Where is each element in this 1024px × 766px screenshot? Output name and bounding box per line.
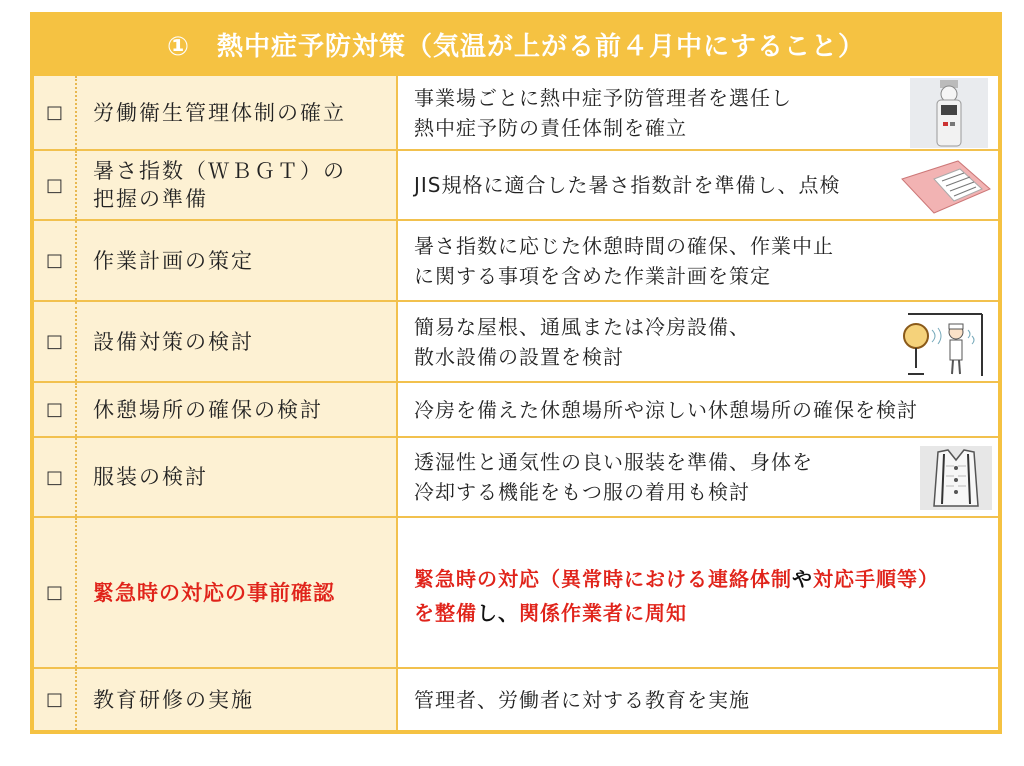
item-label [77,151,398,219]
row-checkbox[interactable]: □ [34,518,77,667]
description-line: 散水設備の設置を検討 [414,344,624,369]
description-line: 管理者、労働者に対する教育を実施 [414,687,750,712]
item-label: 労働衛生管理体制の確立 [77,76,398,149]
description-line: 事業場ごとに熱中症予防管理者を選任し [414,85,792,110]
table-row [34,438,998,518]
item-label-line: 把握の準備 [93,187,208,211]
row-checkbox[interactable]: □ [34,669,77,730]
row-checkbox[interactable]: □ [34,302,77,381]
description-line [414,596,939,630]
description-line: に関する事項を含めた作業計画を策定 [414,263,771,288]
description-line: JIS規格に適合した暑さ指数計を準備し、点検 [414,173,841,197]
panel-title: ① 熱中症予防対策（気温が上がる前４月中にすること） [166,31,865,62]
row-checkbox[interactable]: □ [34,438,77,516]
item-label: 服装の検討 [77,438,398,516]
item-description [398,151,998,219]
row-checkbox[interactable]: □ [34,221,77,300]
item-description [398,221,998,300]
item-label: 休憩場所の確保の検討 [77,383,398,436]
item-description [398,76,998,149]
connector-text: し、 [477,601,519,625]
emphasis-text: 対応手順等） [813,567,939,591]
item-description [398,669,998,730]
table-row [34,221,998,302]
item-description [398,383,998,436]
notebook-icon [898,159,992,215]
wbgt-meter-icon [910,78,988,148]
item-description-emergency [398,518,998,667]
item-label: 設備対策の検討 [77,302,398,381]
item-description [398,438,998,516]
row-checkbox[interactable]: □ [34,383,77,436]
item-label-line: 暑さ指数（ＷＢＧＴ）の [93,159,346,183]
measures-table [34,76,998,730]
row-checkbox[interactable]: □ [34,151,77,219]
cooling-vest-icon [920,446,992,510]
fan-worker-icon [898,306,990,378]
table-row [34,383,998,438]
description-line: 冷却する機能をもつ服の着用も検討 [414,480,750,504]
item-label-emergency: 緊急時の対応の事前確認 [77,518,398,667]
description-line: 透湿性と通気性の良い服装を準備、身体を [414,450,813,474]
emphasis-text: 緊急時の対応（異常時における連絡体制 [414,567,792,591]
table-row [34,518,998,669]
description-line: 暑さ指数に応じた休憩時間の確保、作業中止 [414,233,834,258]
table-row [34,669,998,730]
connector-text: や [792,567,813,591]
table-row [34,76,998,151]
emphasis-text: 関係作業者に周知 [519,601,687,625]
description-line [414,562,939,596]
row-checkbox[interactable]: □ [34,76,77,149]
item-label: 教育研修の実施 [77,669,398,730]
description-line: 熱中症予防の責任体制を確立 [414,115,687,140]
emphasis-text: を整備 [414,601,477,625]
table-row [34,302,998,383]
item-label: 作業計画の策定 [77,221,398,300]
table-row [34,151,998,221]
measures-panel [30,12,1002,734]
description-line: 簡易な屋根、通風または冷房設備、 [414,314,750,339]
description-line: 冷房を備えた休憩場所や涼しい休憩場所の確保を検討 [414,397,918,422]
item-description [398,302,998,381]
